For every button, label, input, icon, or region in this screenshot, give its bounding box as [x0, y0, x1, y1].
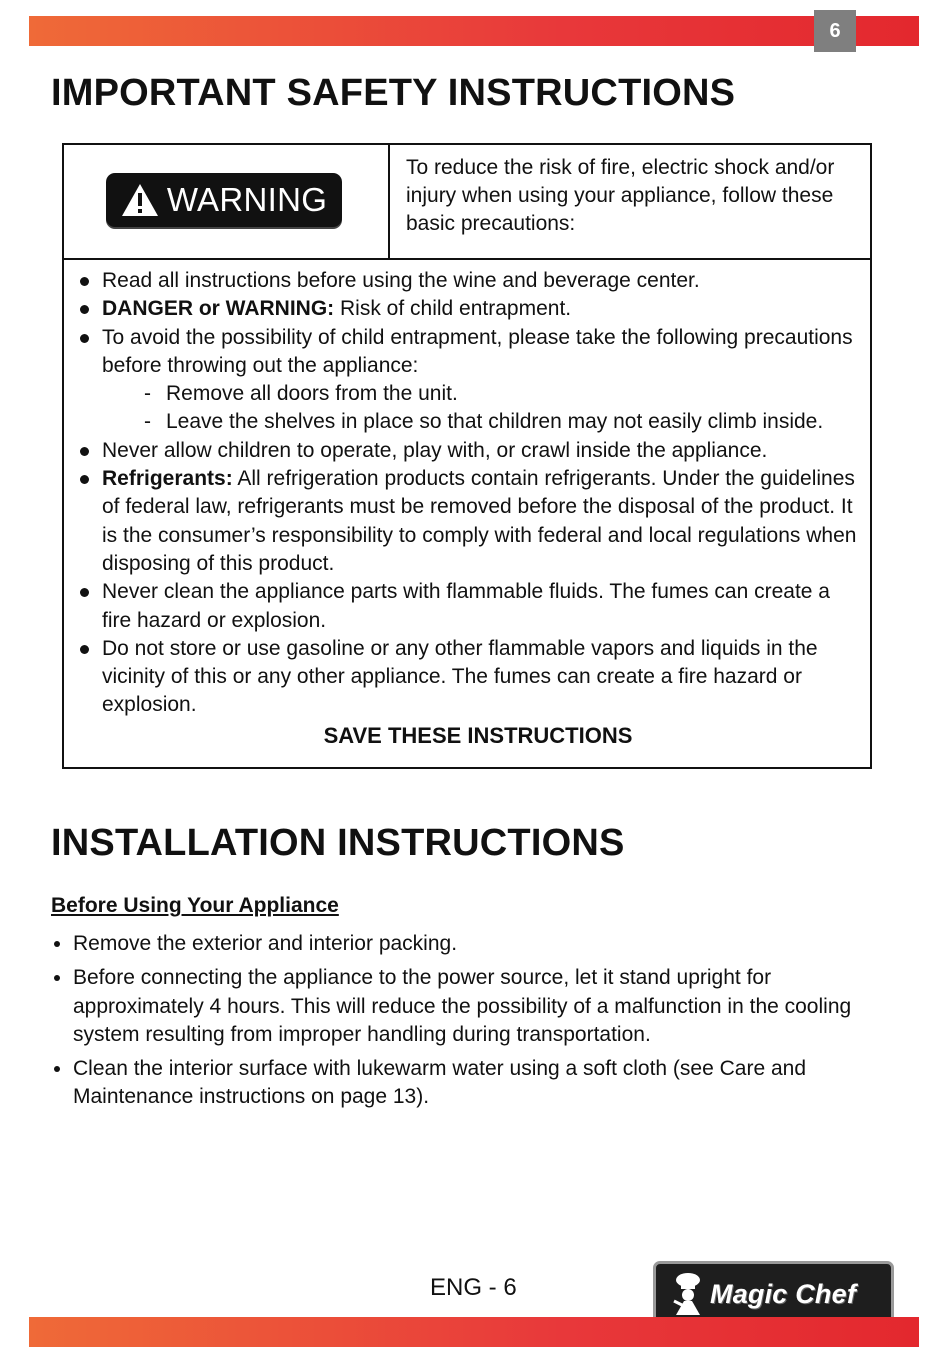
safety-box-header: [64, 145, 870, 260]
item-bold: DANGER or WARNING:: [102, 297, 335, 321]
save-instructions: SAVE THESE INSTRUCTIONS: [323, 722, 633, 748]
safety-intro: To reduce the risk of fire, electric shock and/or injury when using your appliance, follow these basic precautions:: [406, 156, 835, 235]
safety-list: [78, 267, 858, 750]
installation-list: [51, 930, 891, 1118]
brand-name: Magic Chef: [710, 1278, 857, 1309]
header-accent-bar: [29, 16, 919, 46]
safety-box: [62, 143, 872, 769]
list-item: [78, 267, 858, 295]
item-text: Do not store or use gasoline or any other flammable vapors and liquids in the vicinity of this or any other appliance. The fumes can create a fire hazard or explosion.: [102, 636, 818, 717]
warning-triangle-icon: [121, 183, 159, 217]
bullet-icon: [80, 305, 89, 314]
item-text: Clean the interior surface with lukewarm water using a soft cloth (see Care and Maintenance instructions on page 13).: [73, 1057, 807, 1109]
list-item: [78, 437, 858, 465]
footer-accent-bar: [29, 1317, 919, 1347]
installation-heading: INSTALLATION INSTRUCTIONS: [51, 822, 625, 864]
list-item: [51, 1055, 891, 1112]
bullet-icon: [80, 645, 89, 654]
bullet-icon: [54, 941, 60, 947]
item-text: To avoid the possibility of child entrapment, please take the following precautions before throwing out the appliance:: [102, 325, 853, 377]
bullet-icon: [80, 475, 89, 484]
chef-icon: [670, 1271, 706, 1317]
warning-badge: [106, 173, 342, 227]
bullet-icon: [54, 975, 60, 981]
list-item: [78, 324, 858, 381]
bullet-icon: [80, 588, 89, 597]
list-item: [51, 930, 891, 958]
dash-icon: -: [144, 382, 151, 406]
item-bold: Refrigerants:: [102, 467, 233, 491]
page-number-tab: 6: [814, 10, 856, 52]
list-item: [78, 578, 858, 635]
list-item: [78, 465, 858, 578]
item-text: Risk of child entrapment.: [334, 297, 572, 321]
item-text: Never allow children to operate, play with, or crawl inside the appliance.: [102, 438, 768, 462]
footer-page-number: ENG - 6: [430, 1274, 517, 1301]
dash-icon: -: [144, 410, 151, 434]
item-text: Before connecting the appliance to the power source, let it stand upright for approximately 4 hours. This will reduce the possibility of a malfunction in the cooling system resulting from improper handling during transportation.: [73, 966, 852, 1046]
list-item: [51, 964, 891, 1049]
bullet-icon: [80, 334, 89, 343]
sub-item-text: Leave the shelves in place so that children may not easily climb inside.: [166, 410, 824, 434]
bullet-icon: [80, 447, 89, 456]
before-using-heading: Before Using Your Appliance: [51, 894, 339, 917]
sub-list-item: [78, 408, 858, 436]
sub-list-item: [78, 380, 858, 408]
bullet-icon: [80, 277, 89, 286]
safety-heading: IMPORTANT SAFETY INSTRUCTIONS: [51, 72, 736, 114]
item-text: All refrigeration products contain refrigerants. Under the guidelines of federal law, refrigerants must be removed before the disposal of the product. It is the consumer’s responsibility to comply with federal and local regulations when disposing of this product.: [102, 467, 857, 575]
warning-label: WARNING: [166, 181, 328, 218]
list-item: [78, 295, 858, 323]
bullet-icon: [54, 1066, 60, 1072]
sub-item-text: Remove all doors from the unit.: [166, 382, 458, 406]
item-text: Remove the exterior and interior packing.: [73, 932, 458, 955]
header-divider: [388, 145, 390, 258]
item-text: Read all instructions before using the wine and beverage center.: [102, 269, 700, 292]
list-item: [78, 635, 858, 720]
item-text: Never clean the appliance parts with flammable fluids. The fumes can create a fire hazard or explosion.: [102, 580, 830, 632]
